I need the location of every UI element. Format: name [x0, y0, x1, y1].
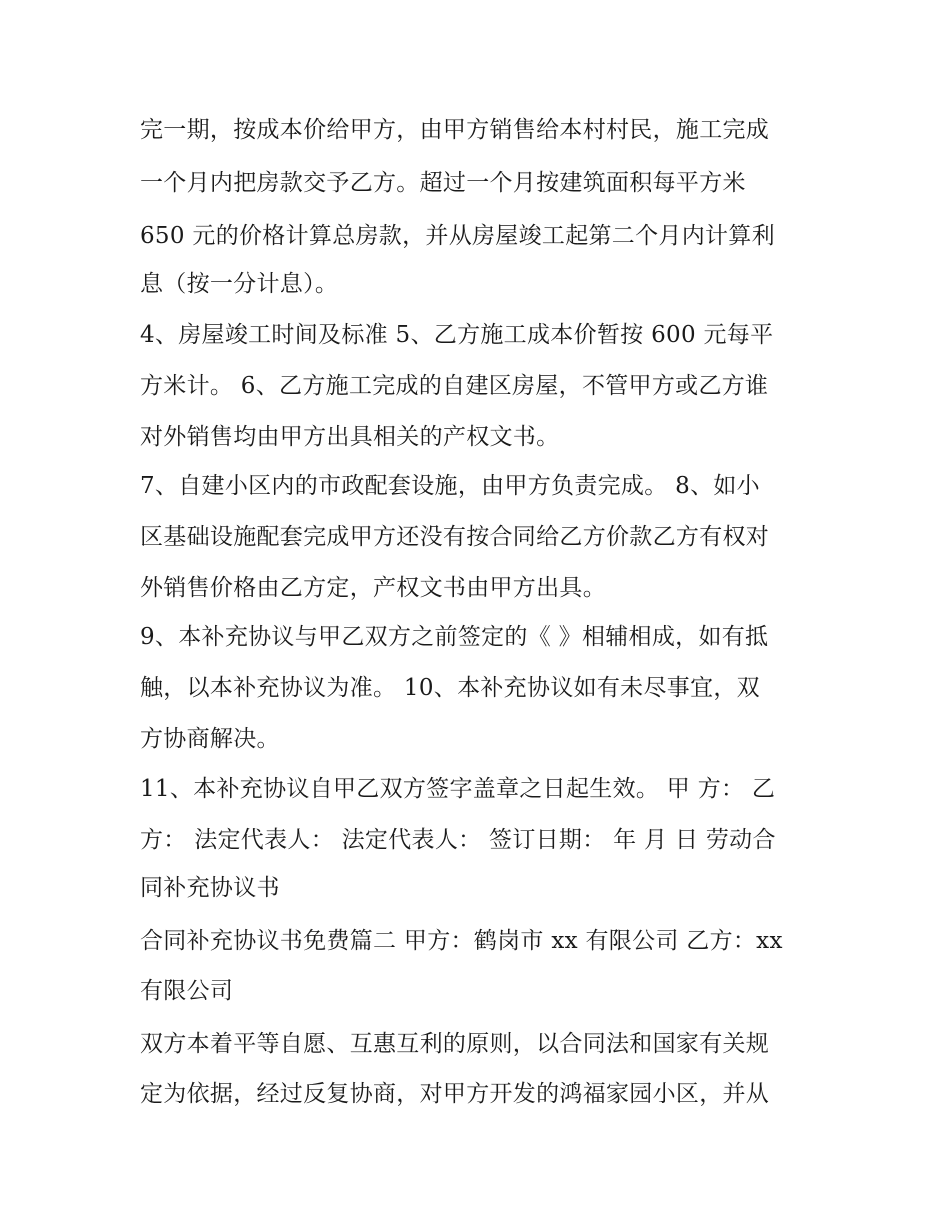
text-line: 11、本补充协议自甲乙双方签字盖章之日起生效。 甲 方： 乙: [140, 776, 776, 802]
text-line: 4、房屋竣工时间及标准 5、乙方施工成本价暂按 600 元每平: [140, 322, 774, 348]
text-line: 外销售价格由乙方定，产权文书由甲方出具。: [140, 575, 606, 601]
text-line: 定为依据，经过反复协商，对甲方开发的鸿福家园小区，并从: [140, 1081, 770, 1107]
text-line: 650 元的价格计算总房款，并从房屋竣工起第二个月内计算利: [140, 223, 775, 249]
text-line: 完一期，按成本价给甲方，由甲方销售给本村村民，施工完成: [140, 117, 770, 143]
text-line: 9、本补充协议与甲乙双方之前签定的《 》相辅相成，如有抵: [140, 624, 769, 650]
text-line: 合同补充协议书免费篇二 甲方：鹤岗市 xx 有限公司 乙方：xx: [140, 928, 783, 954]
text-line: 7、自建小区内的市政配套设施，由甲方负责完成。 8、如小: [140, 473, 760, 499]
text-line: 触，以本补充协议为准。 10、本补充协议如有未尽事宜，双: [140, 675, 760, 701]
text-line: 息（按一分计息）。: [140, 271, 339, 297]
text-line: 方协商解决。: [140, 726, 280, 752]
text-line: 双方本着平等自愿、互惠互利的原则，以合同法和国家有关规: [140, 1031, 770, 1057]
text-line: 同补充协议书: [140, 875, 280, 901]
text-line: 区基础设施配套完成甲方还没有按合同给乙方价款乙方有权对: [140, 524, 770, 550]
text-line: 对外销售均由甲方出具相关的产权文书。: [140, 424, 560, 450]
text-line: 一个月内把房款交予乙方。超过一个月按建筑面积每平方米: [140, 170, 746, 196]
text-line: 方： 法定代表人： 法定代表人： 签订日期： 年 月 日 劳动合: [140, 827, 776, 853]
text-line: 有限公司: [140, 978, 234, 1004]
text-line: 方米计。 6、乙方施工完成的自建区房屋，不管甲方或乙方谁: [140, 373, 769, 399]
